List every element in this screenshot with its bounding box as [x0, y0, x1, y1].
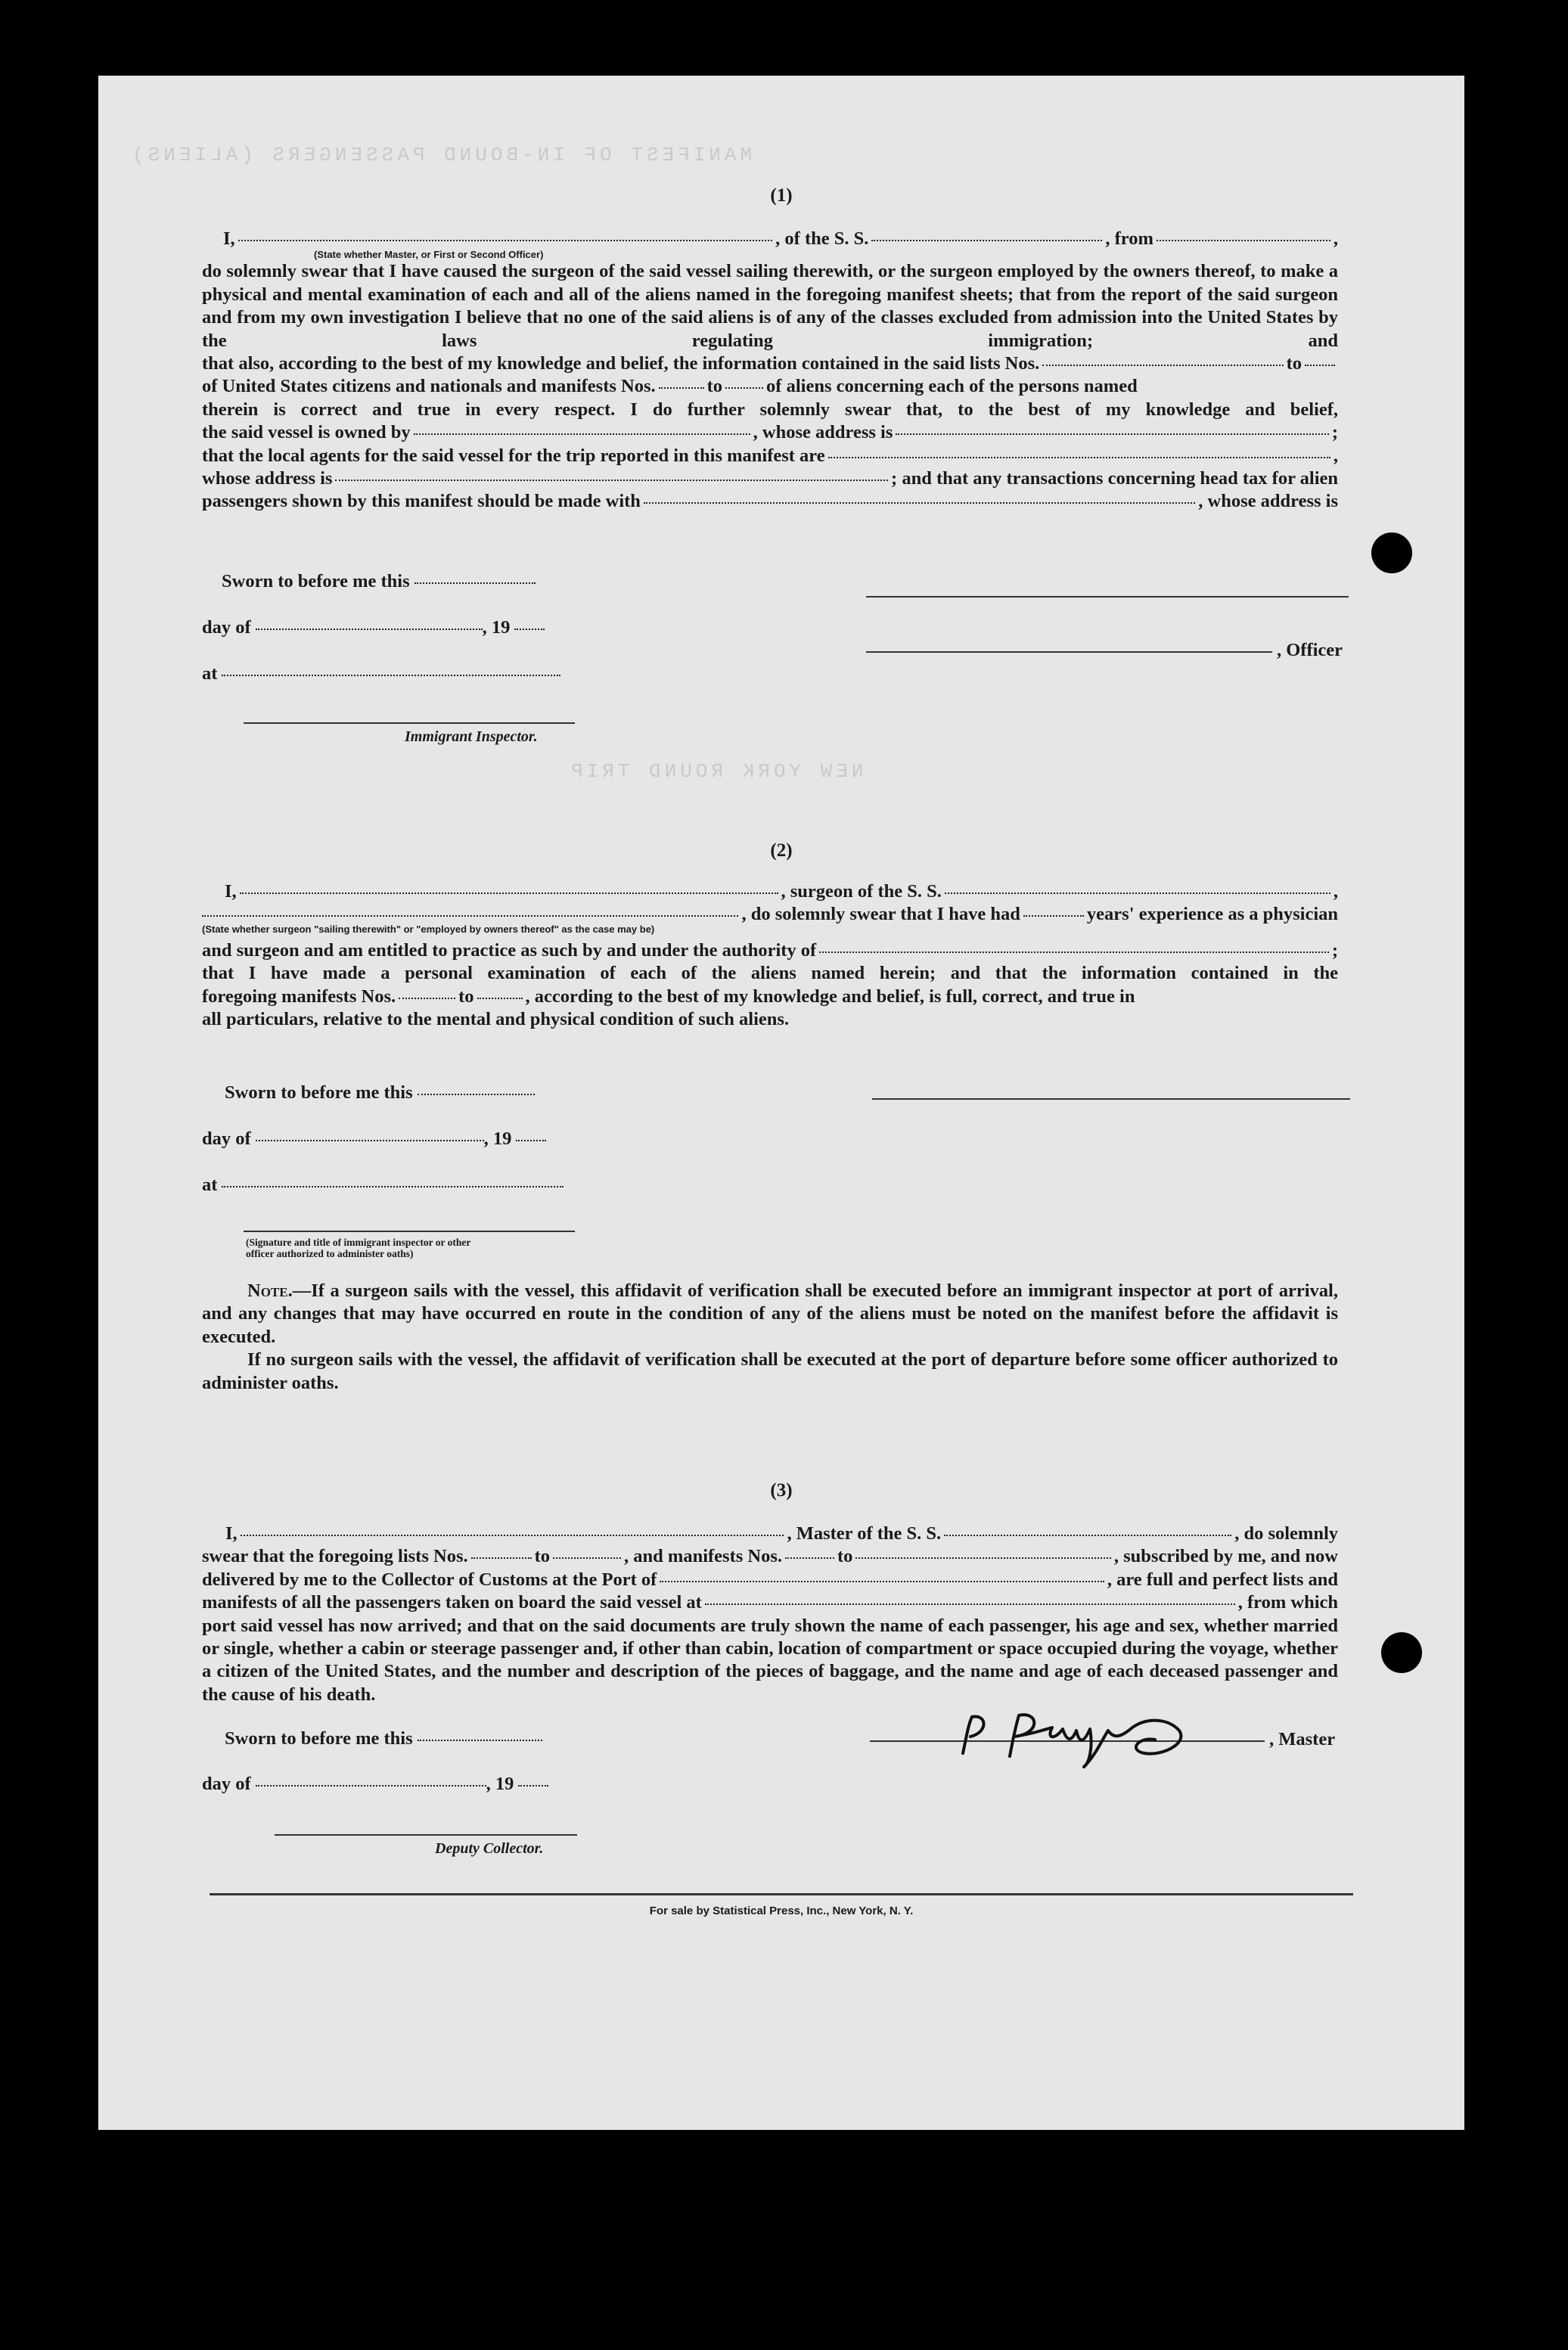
section-1-number: (1) [770, 185, 793, 206]
officer-signature-line-top [866, 596, 1349, 598]
port-field[interactable] [660, 1581, 1104, 1582]
authority-field[interactable] [819, 951, 1329, 953]
section-2-oath: I, , surgeon of the S. S. , , do solemnly swear that I have had years' experience as a physician (State whether surgeon "sailing therewith" or "employed by owners thereof" as the case may be) and surgeon and am entitled to practice as such by and under the authority of ; that I have made a personal examination of each of the aliens named herein; and that the information contained in the foregoing manifests Nos. to , according to the best of my knowledge and belief, is full, correct, and true in all particulars, relative to the mental and physical condition of such aliens. [202, 881, 1338, 1030]
note-2: If no surgeon sails with the vessel, the affidavit of verification shall be executed at the port of departure before some officer authorized to administer oaths. [202, 1349, 1338, 1393]
immigrant-inspector-label: Immigrant Inspector. [405, 728, 538, 745]
year-field-3[interactable] [518, 1785, 548, 1787]
master-manifests-to-field[interactable] [855, 1557, 1110, 1559]
head-tax-agent-field[interactable] [644, 502, 1195, 504]
officer-field[interactable] [238, 240, 773, 241]
at-line-2: at [202, 1175, 564, 1196]
surgeon-manifests-from-field[interactable] [399, 998, 455, 999]
day-of-line-1: day of , 19 [202, 617, 545, 638]
deputy-collector-label: Deputy Collector. [435, 1840, 544, 1857]
years-field[interactable] [1023, 915, 1084, 917]
signature-caption: (Signature and title of immigrant inspector or other officer authorized to administer oaths) [246, 1237, 471, 1259]
year-field-1[interactable] [514, 629, 545, 630]
owner-field[interactable] [414, 433, 750, 435]
line-master-field: I, , of the S. S. , from , [223, 228, 1338, 249]
surgeon-signature-line [872, 1098, 1350, 1100]
bleed-through-text: NEW YORK ROUND TRIP [567, 760, 864, 783]
manifests-to-field[interactable] [725, 387, 763, 389]
note-label: Note. [247, 1281, 293, 1301]
master-caption: (State whether Master, or First or Second Officer) [314, 249, 544, 261]
day-of-field-1[interactable] [256, 629, 483, 630]
master-signature [957, 1709, 1214, 1770]
from-port-field[interactable] [1157, 240, 1330, 241]
surgeon-caption: (State whether surgeon "sailing therewith" or "employed by owners thereof" as the case may be) [202, 923, 655, 935]
master-lists-from-field[interactable] [471, 1557, 532, 1559]
owner-address-field[interactable] [896, 433, 1328, 435]
note [202, 1280, 1338, 1395]
master-lists-to-field[interactable] [553, 1557, 621, 1559]
manifests-from-field[interactable] [659, 387, 704, 389]
surgeon-type-field[interactable] [202, 915, 738, 917]
sworn-date-field-2[interactable] [418, 1094, 535, 1095]
section-3-paragraph: port said vessel has now arrived; and that on the said documents are truly shown the name of each passenger, his age and sex, whether married or single, whether a cabin or steerage passenger and, if other than cabin, location of compartment or space occupied during the voyage, whether a citizen of the United States, and the number and description of the pieces of baggage, and the name and age of each deceased passenger and the cause of his death. [202, 1615, 1338, 1705]
section-3-oath: I, , Master of the S. S. , do solemnly swear that the foregoing lists Nos. to , and manifests Nos. to , subscribed by me, and now delivered by me to the Collector of Customs at the Port of , are full and perfect lists and manifests of all the passengers taken on board the said vessel at , from which port said vessel has now arrived; and that on the said documents are truly shown the name of each passenger, his age and sex, whether married or single, whether a cabin or steerage passenger and, if other than cabin, location of compartment or space occupied during the voyage, whether a citizen of the United States, and the number and description of the pieces of baggage, and the name and age of each deceased passenger and the cause of his death. [202, 1523, 1338, 1706]
manifest-page [98, 76, 1464, 2130]
section-1-oath: I, , of the S. S. , from , (State whether Master, or First or Second Officer) do solemnly swear that I have caused the surgeon of the said vessel sailing therewith, or the surgeon employed by the owners thereof, to make a physical and mental examination of each and all of the aliens named in the foregoing manifest sheets; that from the report of the said surgeon and from my own investigation I believe that no one of the said aliens is of any of the classes excluded from admission into the United States by the laws regulating immigration; and that also, according to the best of my knowledge and belief, the information contained in the said lists Nos. to of United States citizens and nationals and manifests Nos. to of aliens concerning each of the persons named therein is correct and true in every respect. I do further solemnly swear that, to the best of my knowledge and belief, the said vessel is owned by , whose address is ; that the local agents for the said vessel for the trip reported in this manifest are , whose address is ; and that any transactions concerning head tax for alien passengers shown by this manifest should be made with , whose address is [202, 228, 1338, 512]
master-signature-line: , Master [870, 1729, 1335, 1750]
section-2-number: (2) [770, 840, 793, 861]
deputy-signature-line [275, 1834, 577, 1836]
punch-hole-bottom [1381, 1632, 1422, 1673]
section-1-paragraph: do solemnly swear that I have caused the surgeon of the said vessel sailing therewith, or the surgeon employed by the owners thereof, to make a physical and mental examination of each and all of the aliens named in the foregoing manifest sheets; that from the report of the said surgeon and from my own investigation I believe that no one of the said aliens is of any of the classes excluded from admission into the United States by the laws regulating immigration; and [202, 261, 1338, 351]
embark-port-field[interactable] [705, 1603, 1235, 1605]
officer-line: , Officer [866, 640, 1343, 661]
day-of-line-2: day of , 19 [202, 1128, 546, 1150]
lists-from-field[interactable] [1042, 365, 1283, 366]
sworn-line-2: Sworn to before me this [225, 1082, 535, 1104]
bleed-through-text: MANIFEST OF IN-BOUND PASSENGERS (ALIENS) [129, 144, 753, 166]
surgeon-manifests-to-field[interactable] [477, 998, 523, 999]
officer-signature-field[interactable] [866, 651, 1272, 653]
printer-footer: For sale by Statistical Press, Inc., New York, N. Y. [649, 1905, 914, 1917]
sworn-line-1: Sworn to before me this [222, 571, 536, 592]
day-of-field-2[interactable] [256, 1140, 484, 1141]
lists-to-field[interactable] [1305, 365, 1335, 366]
master-vessel-field[interactable] [944, 1535, 1231, 1536]
sworn-date-field-3[interactable] [418, 1740, 542, 1741]
footer-rule [210, 1893, 1353, 1895]
at-field-1[interactable] [222, 675, 560, 676]
local-agents-field[interactable] [828, 457, 1330, 458]
note-text: —If a surgeon sails with the vessel, this affidavit of verification shall be executed before an immigrant inspector at port of arrival, and any changes that may have occurred en route in the condition of any of the aliens must be noted on the manifest before the affidavit is executed. [202, 1281, 1338, 1347]
master-name-field[interactable] [241, 1535, 784, 1536]
punch-hole-top [1371, 532, 1412, 573]
day-of-field-3[interactable] [256, 1785, 486, 1787]
at-line-1: at [202, 663, 560, 685]
inspector-signature-line-2 [244, 1231, 575, 1232]
section-3-number: (3) [770, 1480, 793, 1501]
master-manifests-from-field[interactable] [785, 1557, 834, 1559]
sworn-line-3: Sworn to before me this [225, 1728, 542, 1749]
day-of-line-3: day of , 19 [202, 1774, 548, 1795]
year-field-2[interactable] [516, 1140, 546, 1141]
surgeon-name-field[interactable] [240, 893, 778, 894]
vessel-field[interactable] [871, 240, 1102, 241]
surgeon-vessel-field[interactable] [945, 893, 1330, 894]
agents-address-field[interactable] [335, 480, 888, 481]
inspector-signature-line [244, 722, 575, 724]
sworn-date-field-1[interactable] [415, 582, 536, 584]
at-field-2[interactable] [222, 1186, 564, 1187]
